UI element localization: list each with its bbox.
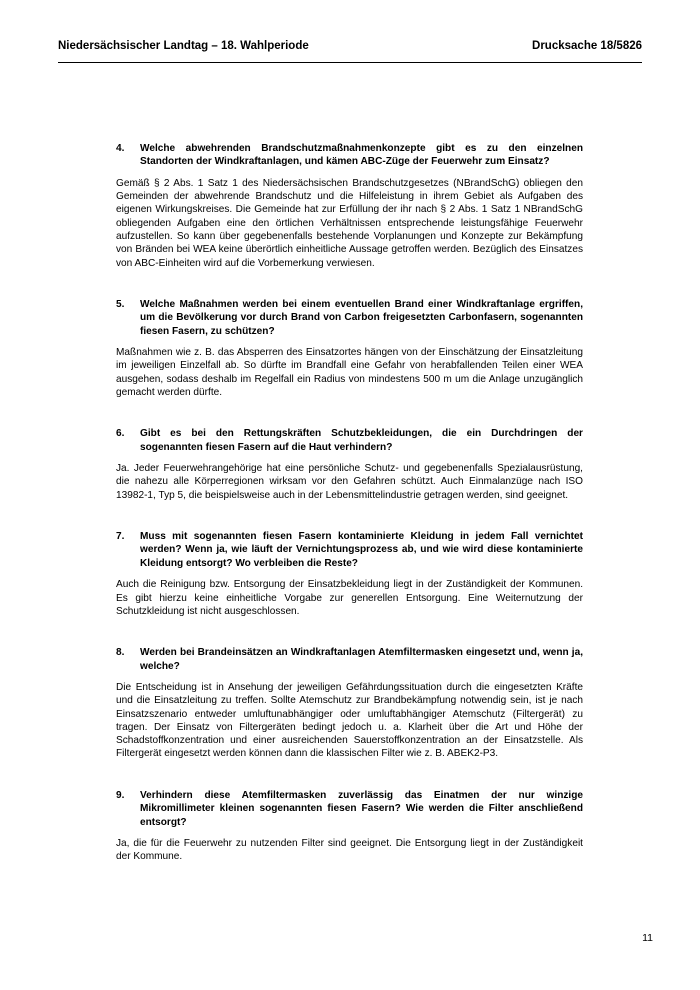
question-7 <box>116 530 583 570</box>
answer-4: Gemäß § 2 Abs. 1 Satz 1 des Niedersächsischen Brandschutzgesetzes (NBrandSchG) obliegen den Gemeinden der abwehrende Brandschutz und die Hilfeleistung in ihrem Gebiet als Aufgaben des eigenen Wirkungskreises. Die Gemeinde hat zur Erfüllung der ihr nach § 2 Abs. 1 Satz 1 NBrandSchG obliegenden Aufgaben eine den örtlichen Verhältnissen entsprechende leistungsfähige Feuerwehr aufzustellen. So kann über gegebenenfalls bestehende Vorplanungen und Konzepte zur Bekämpfung von Bränden bei WEA keine überörtlich einheitliche Aussage getroffen werden. Bezüglich des Einsatzes von ABC-Einheiten wird auf die Vorbemerkung verwiesen. <box>116 177 583 269</box>
question-text: Verhindern diese Atemfiltermasken zuverlässig das Einatmen der nur winzige Mikromillimeter kleinen sogenannten fiesen Fasern? Wie werden die Filter anschließend entsorgt? <box>140 789 583 828</box>
question-number: 8. <box>116 647 125 659</box>
question-8 <box>116 646 583 673</box>
answer-9: Ja, die für die Feuerwehr zu nutzenden Filter sind geeignet. Die Entsorgung liegt in der Zuständigkeit der Kommune. <box>116 837 583 863</box>
question-number: 4. <box>116 143 125 154</box>
question-5 <box>116 298 583 338</box>
header-title: Niedersächsischer Landtag – 18. Wahlperiode <box>58 40 309 52</box>
qa-item-4 <box>116 142 583 270</box>
question-text: Welche Maßnahmen werden bei einem eventuellen Brand einer Windkraftanlage ergriffen, um die Bevölkerung vor durch Brand von Carbon freigesetzten Carbonfasern, sogenannten fiesen Fasern, zu schützen? <box>140 298 583 337</box>
question-number: 5. <box>116 298 125 310</box>
qa-item-7 <box>116 530 583 618</box>
page-number: 11 <box>642 932 653 944</box>
question-text: Welche abwehrenden Brandschutzmaßnahmenkonzepte gibt es zu den einzelnen Standorten der Windkraftanlagen, und kämen ABC-Züge der Feuerwehr zum Einsatz? <box>140 143 583 168</box>
qa-item-8 <box>116 646 583 761</box>
answer-8: Die Entscheidung ist in Ansehung der jeweiligen Gefährdungssituation durch die eingesetzten Kräfte und die Einsatzleitung zu treffen. Sollte Atemschutz zur Brandbekämpfung notwendig sein, ist je nach Einsatzszenario entweder umluftunabhängiger oder umluftabhängiger Atemschutz (Filtergerät) zu tragen. Der Einsatz von Filtergeräten bedingt jedoch u. a. Klarheit über die Art und Höhe der Schadstoffkonzentration und einer ausreichenden Sauerstoffkonzentration an der Einsatzstelle. Als Filtergerät eingesetzt werden können dann die klassischen Filter wie z. B. ABEK2-P3. <box>116 681 583 760</box>
qa-item-6 <box>116 427 583 502</box>
question-number: 6. <box>116 428 125 440</box>
qa-item-9 <box>116 789 583 864</box>
header-document-number: Drucksache 18/5826 <box>532 40 642 52</box>
question-6 <box>116 427 583 454</box>
question-4 <box>116 142 583 169</box>
qa-content <box>116 142 583 864</box>
answer-5: Maßnahmen wie z. B. das Absperren des Einsatzortes hängen von der Einschätzung der Einsatzleitung im jeweiligen Einzelfall ab. So dürfte im Brandfall eine Gefahr von herabfallenden Teilen einer WEA ausgehen, sodass deshalb im Regelfall ein Radius von mindestens 500 m um die Anlage unzugänglich gemacht werden dürfte. <box>116 347 583 398</box>
question-text: Muss mit sogenannten fiesen Fasern kontaminierte Kleidung in jedem Fall vernichtet werden? Wenn ja, wie läuft der Vernichtungsprozess ab, und wie wird diese kontaminierte Kleidung entsorgt? Wo verbleiben die Reste? <box>140 531 583 569</box>
qa-item-5 <box>116 298 583 399</box>
question-number: 9. <box>116 789 125 801</box>
page-header <box>58 40 642 63</box>
question-text: Gibt es bei den Rettungskräften Schutzbekleidungen, die ein Durchdringen der sogenannten fiesen Fasern auf die Haut verhindern? <box>140 428 583 453</box>
question-number: 7. <box>116 531 125 542</box>
question-9 <box>116 789 583 829</box>
answer-7: Auch die Reinigung bzw. Entsorgung der Einsatzbekleidung liegt in der Zuständigkeit der Kommunen. Es gibt hierzu keine einheitliche Vorgabe zur generellen Entsorgung. Eine Weiternutzung der Schutzkleidung ist nicht ausgeschlossen. <box>116 579 583 617</box>
question-text: Werden bei Brandeinsätzen an Windkraftanlagen Atemfiltermasken eingesetzt und, wenn ja, welche? <box>140 647 583 672</box>
answer-6: Ja. Jeder Feuerwehrangehörige hat eine persönliche Schutz- und gegebenenfalls Spezialausrüstung, die nahezu alle Körperregionen wirksam vor den Gefahren schützt. Auch Einmalanzüge nach ISO 13982-1, Typ 5, die beispielsweise auch in der Lebensmittelindustrie getragen werden, sind geeignet. <box>116 463 583 501</box>
